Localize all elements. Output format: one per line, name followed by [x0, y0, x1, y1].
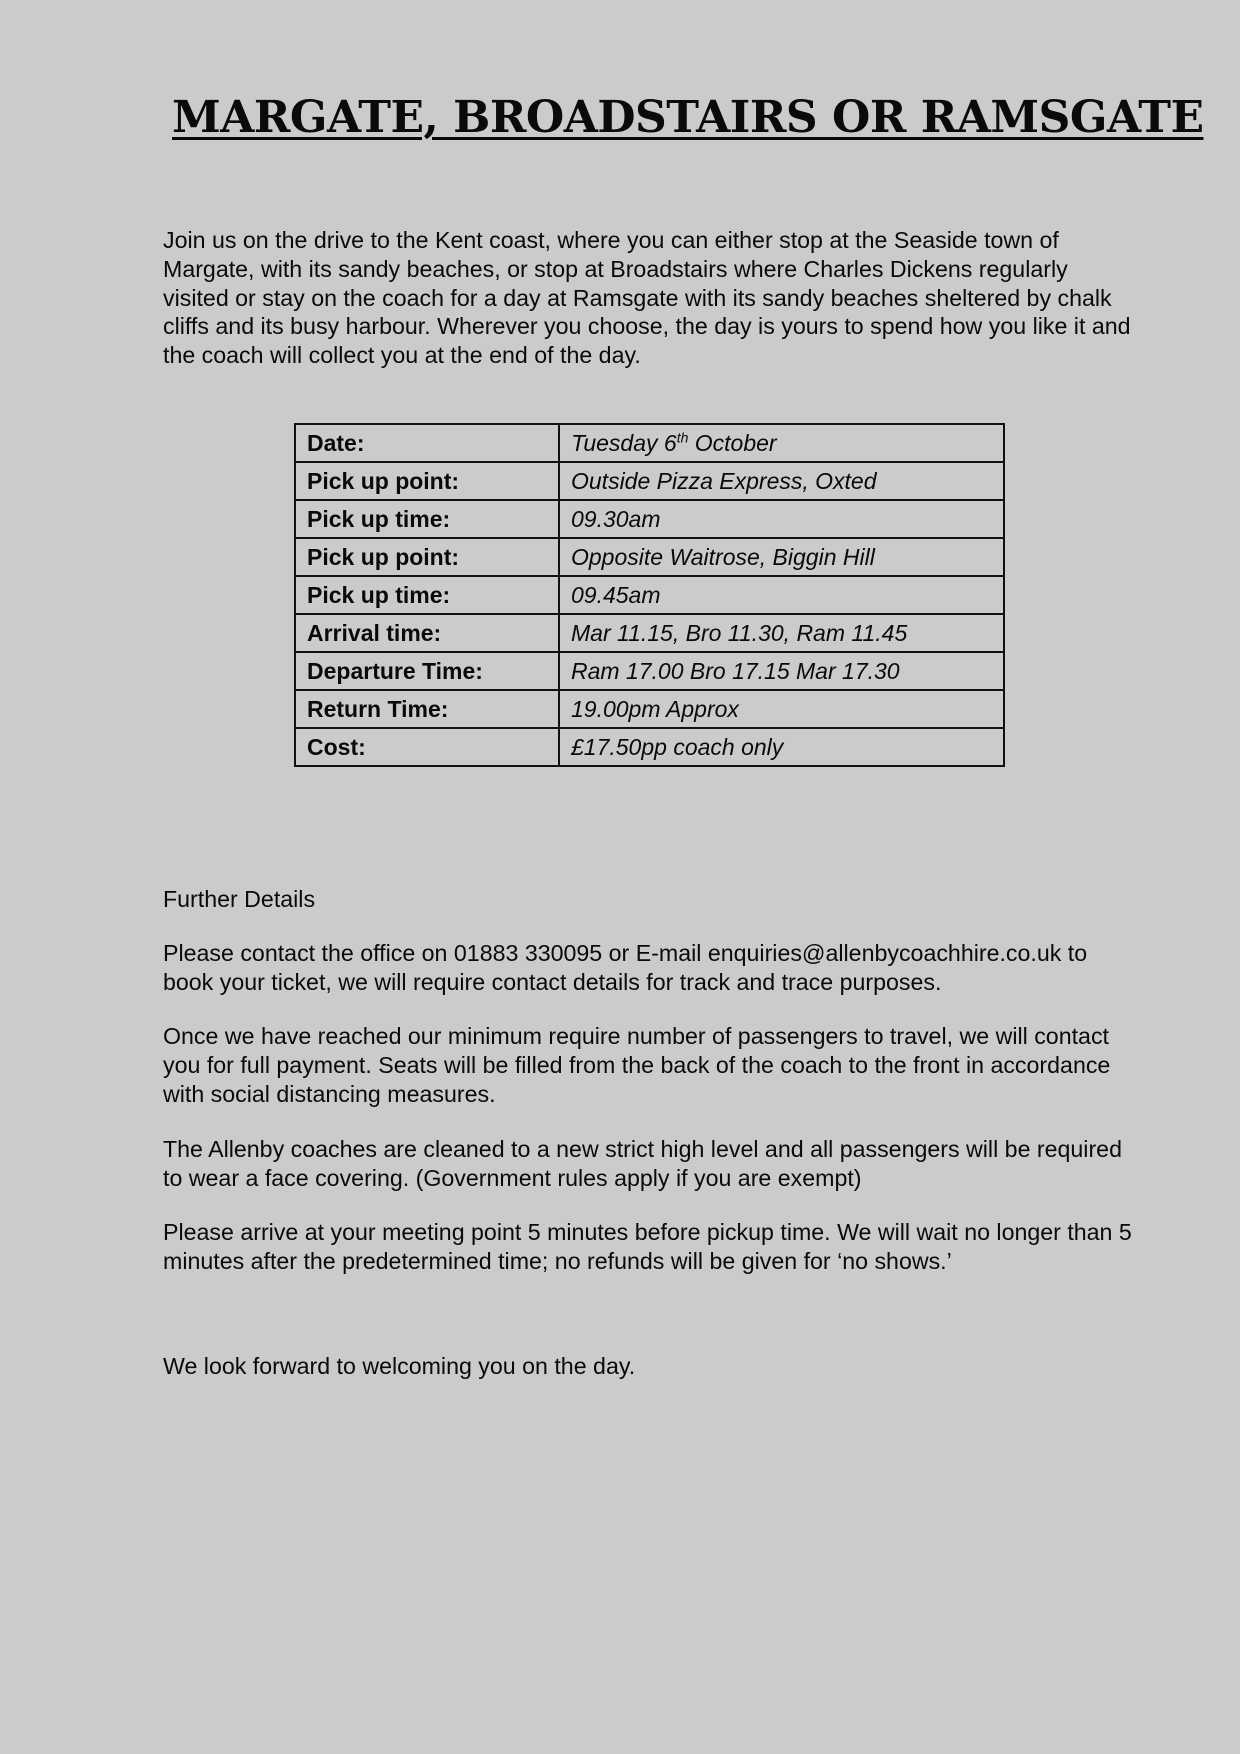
row-value: Ram 17.00 Bro 17.15 Mar 17.30: [559, 652, 1004, 690]
table-row: [295, 424, 1004, 462]
row-value: £17.50pp coach only: [559, 728, 1004, 766]
intro-paragraph: Join us on the drive to the Kent coast, where you can either stop at the Seaside town of Margate, with its sandy beaches, or stop at Broadstairs where Charles Dickens regularly visited or stay on the coach for a day at Ramsgate with its sandy beaches sheltered by chalk cliffs and its busy harbour. Wherever you choose, the day is yours to spend how you like it and the coach will collect you at the end of the day.: [163, 227, 1131, 369]
date-suffix: th: [676, 428, 689, 445]
row-value: Opposite Waitrose, Biggin Hill: [559, 538, 1004, 576]
cleaning-paragraph: The Allenby coaches are cleaned to a new strict high level and all passengers will be required to wear a face covering. (Government rules apply if you are exempt): [163, 1135, 1122, 1191]
further-details-heading: Further Details: [163, 886, 316, 912]
row-value: 09.30am: [559, 500, 1004, 538]
table-row: [295, 690, 1004, 728]
table-row: [295, 500, 1004, 538]
row-label: Arrival time:: [295, 614, 559, 652]
row-value: 19.00pm Approx: [559, 690, 1004, 728]
payment-paragraph: Once we have reached our minimum require number of passengers to travel, we will contact you for full payment. Seats will be filled from the back of the coach to the front in accordance with social distancing measures.: [163, 1023, 1111, 1107]
arrival-paragraph: Please arrive at your meeting point 5 minutes before pickup time. We will wait no longer than 5 minutes after the predetermined time; no refunds will be given for ‘no shows.’: [163, 1219, 1132, 1275]
row-value: Mar 11.15, Bro 11.30, Ram 11.45: [559, 614, 1004, 652]
row-label: Pick up time:: [295, 576, 559, 614]
closing-line: We look forward to welcoming you on the day.: [163, 1353, 636, 1379]
table-row: [295, 614, 1004, 652]
row-label: Departure Time:: [295, 652, 559, 690]
trip-details-table: [294, 423, 1005, 767]
contact-paragraph: Please contact the office on 01883 330095 or E-mail enquiries@allenbycoachhire.co.uk to book your ticket, we will require contact details for track and trace purposes.: [163, 939, 1088, 995]
table-row: [295, 538, 1004, 576]
date-month: October: [688, 429, 777, 456]
row-label: Pick up time:: [295, 500, 559, 538]
row-label: Return Time:: [295, 690, 559, 728]
table-row: [295, 652, 1004, 690]
table-row: [295, 576, 1004, 614]
row-value: 09.45am: [559, 576, 1004, 614]
date-day: Tuesday 6: [571, 429, 677, 456]
date-value: [559, 424, 1004, 462]
row-label: Pick up point:: [295, 462, 559, 500]
row-label: Pick up point:: [295, 538, 559, 576]
further-details-section: [163, 885, 1143, 1302]
page-title: MARGATE, BROADSTAIRS OR RAMSGATE: [172, 92, 1204, 143]
date-label: Date:: [295, 424, 559, 462]
row-label: Cost:: [295, 728, 559, 766]
table-row: [295, 728, 1004, 766]
row-value: Outside Pizza Express, Oxted: [559, 462, 1004, 500]
table-row: [295, 462, 1004, 500]
